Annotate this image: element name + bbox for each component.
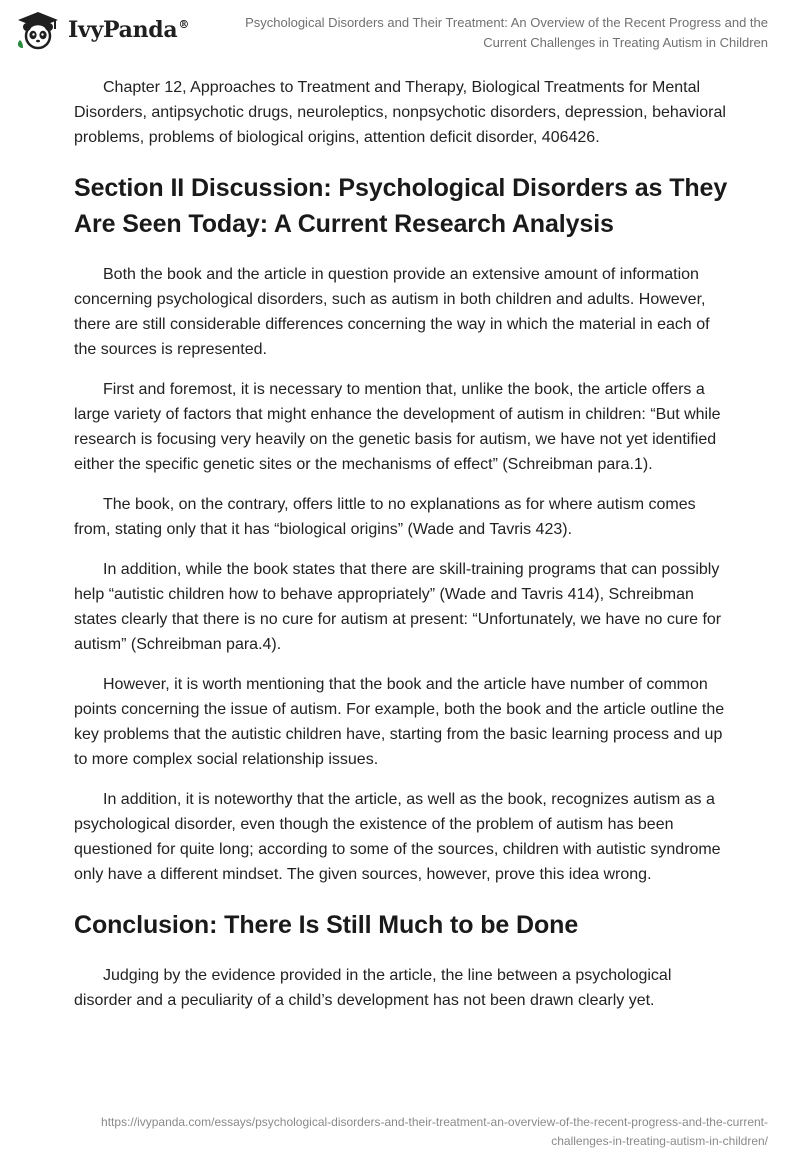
- conclusion-heading: Conclusion: There Is Still Much to be Done: [74, 911, 579, 939]
- section2-paragraph-4: In addition, while the book states that there are skill-training programs that can possibly help “autistic children how to behave appropriately” (Wade and Tavris 414), Schreibman states clearly that there is no cure for autism at present: “Unfortunately, we have no cure for autism” (Schreibman para.4).: [74, 561, 722, 653]
- ivypanda-logo[interactable]: [14, 10, 189, 50]
- section2-paragraph-1: Both the book and the article in question provide an extensive amount of information concerning psychological disorders, such as autism in both children and adults. However, there are still considerable differences concerning the way in which the material in each of the sources is represented.: [74, 266, 710, 358]
- page-header: [0, 0, 800, 60]
- logo-wordmark: IvyPanda®: [68, 17, 190, 43]
- document-title: Psychological Disorders and Their Treatment: An Overview of the Recent Progress and the Current Challenges in Treating Autism in Children: [245, 15, 768, 50]
- conclusion-paragraph: Judging by the evidence provided in the article, the line between a psychological disorder and a peculiarity of a child’s development has not been drawn clearly yet.: [74, 967, 672, 1009]
- section2-paragraph-5: However, it is worth mentioning that the book and the article have number of common points concerning the issue of autism. For example, both the book and the article outline the key problems that the autistic children have, starting from the basic learning process and up to more complex social relationship issues.: [74, 676, 725, 768]
- source-url[interactable]: https://ivypanda.com/essays/psychological-disorders-and-their-treatment-an-overview-of-the-recent-progress-and-the-current-challenges-in-treating-autism-in-children/: [101, 1115, 768, 1148]
- section2-heading: Section II Discussion: Psychological Disorders as They Are Seen Today: A Current Research Analysis: [74, 174, 728, 238]
- section2-paragraph-3: The book, on the contrary, offers little to no explanations as for where autism comes from, stating only that it has “biological origins” (Wade and Tavris 423).: [74, 496, 696, 538]
- section2-paragraph-2: First and foremost, it is necessary to mention that, unlike the book, the article offers a large variety of factors that might enhance the development of autism in children: “But while research is focusing very heavily on the genetic basis for autism, we have not yet identified either the specific genetic sites or the mechanisms of effect” (Schreibman para.1).: [74, 381, 721, 473]
- essay-body: [74, 75, 729, 1028]
- intro-paragraph: Chapter 12, Approaches to Treatment and Therapy, Biological Treatments for Mental Disorders, antipsychotic drugs, neuroleptics, nonpsychotic disorders, depression, behavioral problems, problems of biological origins, attention deficit disorder, 406426.: [74, 79, 726, 146]
- panda-graduate-icon: [14, 10, 62, 50]
- section2-paragraph-6: In addition, it is noteworthy that the article, as well as the book, recognizes autism as a psychological disorder, even though the existence of the problem of autism has been questioned for quite long; according to some of the sources, children with autistic syndrome only have a different mindset. The given sources, however, prove this idea wrong.: [74, 791, 721, 883]
